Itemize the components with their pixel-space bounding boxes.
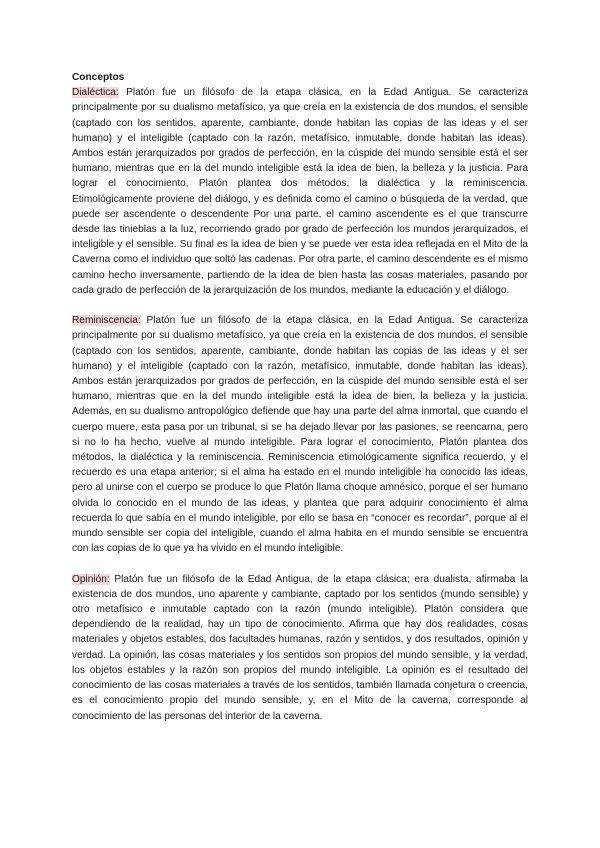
concept-body-text: Platón fue un filósofo de la Edad Antigua, de la etapa clásica; era dualista, afirmaba la existencia de dos mundos, uno aparente y cambiante, captado por los sentidos (mundo sensible) y otro metafísico e inmutable captado con la razón (mundo inteligible). Platón considera que dependiendo de la realidad, hay un tipo de conocimiento. Afirma que hay dos realidades, cosas materiales y objetos estables, dos facultades humanas, razón y sentidos, y dos resultados, opinión y verdad. La opinión, las cosas materiales y los sentidos son propios del mundo sensible, y la verdad, los objetos estables y la razón son propios del mundo inteligible. La opinión es el resultado del conocimiento de las cosas materiales a través de los sentidos, también llamada conjetura o creencia, es el conocimiento propio del mundo sensible, y, en el Mito de la caverna, corresponde al conocimiento de las personas del interior de la caverna. xyxy=(72,573,528,722)
concept-body-text: Platón fue un filósofo de la etapa clásica, en la Edad Antigua. Se caracteriza principalmente por su dualismo metafísico, ya que creía en la existencia de dos mundos, el sensible (captado con los sentidos, aparente, cambiante, donde habitan las copias de las ideas y el ser humano) y el inteligible (captado con la razón, metafísico, inmutable, donde habitan las ideas). Ambos están jerarquizados por grados de perfección, en la cúspide del mundo sensible está el ser humano, mientras que en la del mundo inteligible está la idea de bien, la belleza y la justicia. Para lograr el conocimiento, Platón plantea dos métodos, la dialéctica y la reminiscencia. Etimológicamente proviene del diálogo, y es definida como el camino o búsqueda de la verdad, que puede ser ascendente o descendente Por una parte, el camino ascendente es el que transcurre desde las tinieblas a la luz, recorriendo grado por grado de perfección los mundos jerarquizados, el inteligible y el sensible. Su final es la idea de bien y se puede ver esta idea reflejada en el Mito de la Caverna como el individuo que soltó las cadenas. Por otra parte, el camino descendente es el mismo camino hecho inversamente, partiendo de la idea de bien hasta las cosas materiales, pasando por cada grado de perfección de la jerarquización de los mundos, mediante la educación y el diálogo. xyxy=(72,87,528,296)
concept-term-highlight: Reminiscencia: xyxy=(72,315,141,327)
concept-paragraph-dialectica xyxy=(72,85,528,298)
document-page xyxy=(72,70,528,739)
concept-term-highlight: Dialéctica: xyxy=(72,87,119,99)
concept-paragraph-reminiscencia xyxy=(72,313,528,556)
concept-paragraph-opinion xyxy=(72,572,528,724)
concept-term-highlight: Opinión: xyxy=(72,573,110,585)
document-title: Conceptos xyxy=(72,72,125,83)
concept-body-text: Platón fue un filósofo de la etapa clásica, en la Edad Antigua. Se caracteriza principalmente por su dualismo metafísico, ya que creía en la existencia de dos mundos, el sensible (captado con los sentidos, aparente, cambiante, donde habitan las copias de las ideas y el ser humano) y el inteligible (captado con la razón, metafísico, inmutable, donde habitan las ideas). Ambos están jerarquizados por grados de perfección, en la cúspide del mundo sensible está el ser humano, mientras que en la del mundo inteligible está la idea de bien, la belleza y la justicia. Además, en su dualismo antropológico defiende que hay una parte del alma inmortal, que cuando el cuerpo muere, esta pasa por un tribunal, si se ha dejado llevar por las pasiones, se reencarna, pero si no lo ha hecho, vuelve al mundo inteligible. Para lograr el conocimiento, Platón plantea dos métodos, la dialéctica y la reminiscencia. Reminiscencia etimológicamente significa recuerdo, y el recuerdo es una etapa anterior; si el alma ha estado en el mundo inteligible ha conocido las ideas, pero al unirse con el cuerpo se produce lo que Platón llama choque amnésico, porque el ser humano olvida lo conocido en el mundo de las ideas, y plantea que para adquirir conocimiento el alma recuerda lo que sabía en el mundo inteligible, por ello se basa en “conocer es recordar”, porque al el mundo sensible ser copia del inteligible, cuando el alma habita en el mundo sensible se encuentra con las copias de lo que ya ha vivido en el mundo inteligible. xyxy=(72,315,528,555)
